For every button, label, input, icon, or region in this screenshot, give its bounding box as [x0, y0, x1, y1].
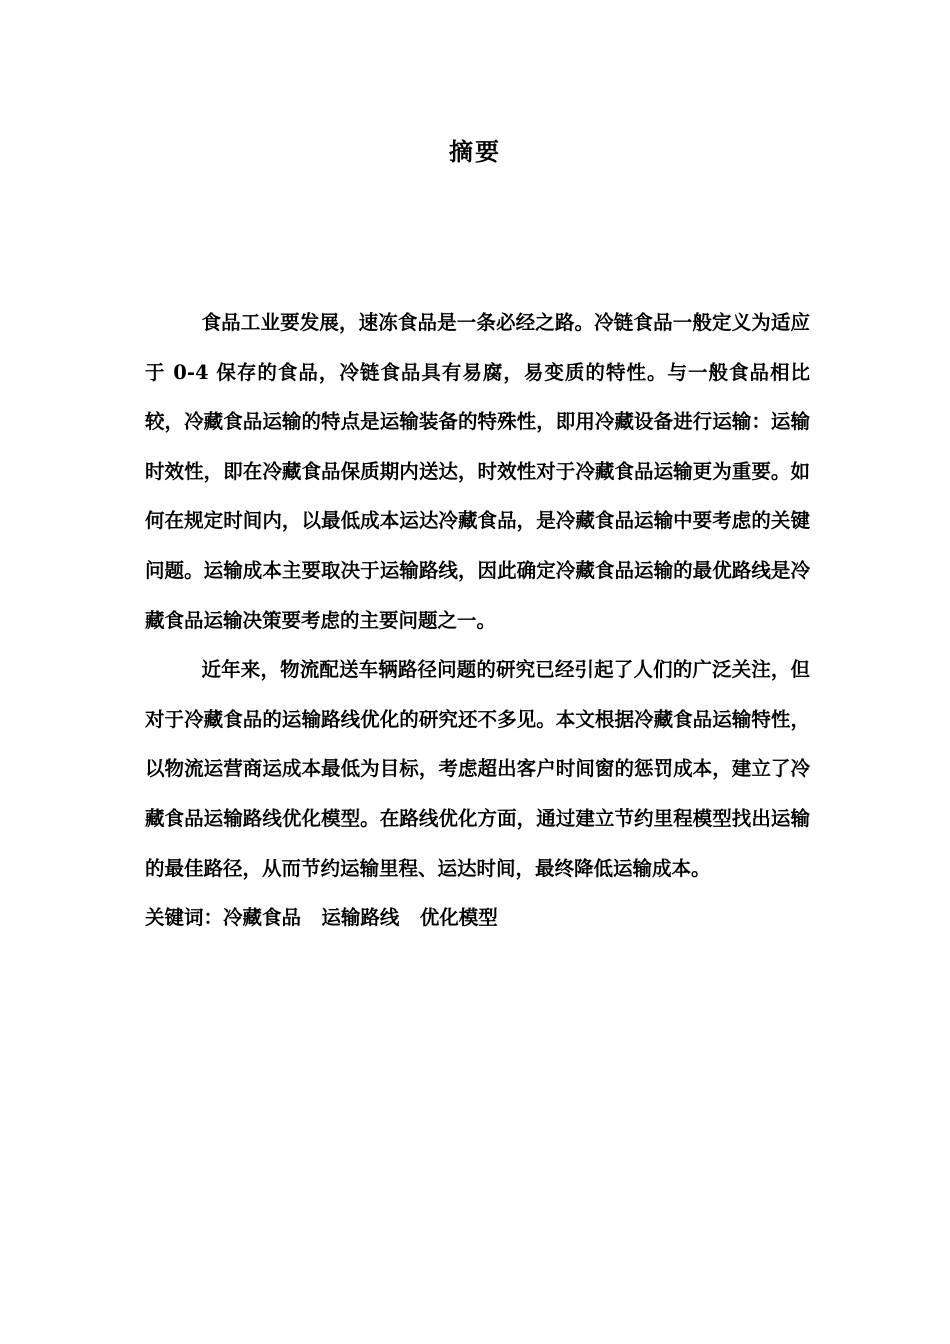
abstract-title: 摘要	[449, 137, 501, 166]
abstract-body	[145, 298, 810, 943]
keywords-line: 关键词：冷藏食品 运输路线 优化模型	[145, 906, 498, 930]
abstract-paragraph-1: 食品工业要发展，速冻食品是一条必经之路。冷链食品一般定义为适应于 0-4 保存的食品，冷链食品具有易腐，易变质的特性。与一般食品相比较，冷藏食品运输的特点是运输装备的特殊性，即用冷藏设备进行运输：运输时效性，即在冷藏食品保质期内送达，时效性对于冷藏食品运输更为重要。如何在规定时间内，以最低成本运达冷藏食品，是冷藏食品运输中要考虑的关键问题。运输成本主要取决于运输路线，因此确定冷藏食品运输的最优路线是冷藏食品运输决策要考虑的主要问题之一。	[145, 311, 810, 632]
abstract-paragraph-2: 近年来，物流配送车辆路径问题的研究已经引起了人们的广泛关注，但对于冷藏食品的运输路线优化的研究还不多见。本文根据冷藏食品运输特性，以物流运营商运成本最低为目标，考虑超出客户时间窗的惩罚成本，建立了冷藏食品运输路线优化模型。在路线优化方面，通过建立节约里程模型找出运输的最佳路径，从而节约运输里程、运达时间，最终降低运输成本。	[145, 658, 810, 880]
